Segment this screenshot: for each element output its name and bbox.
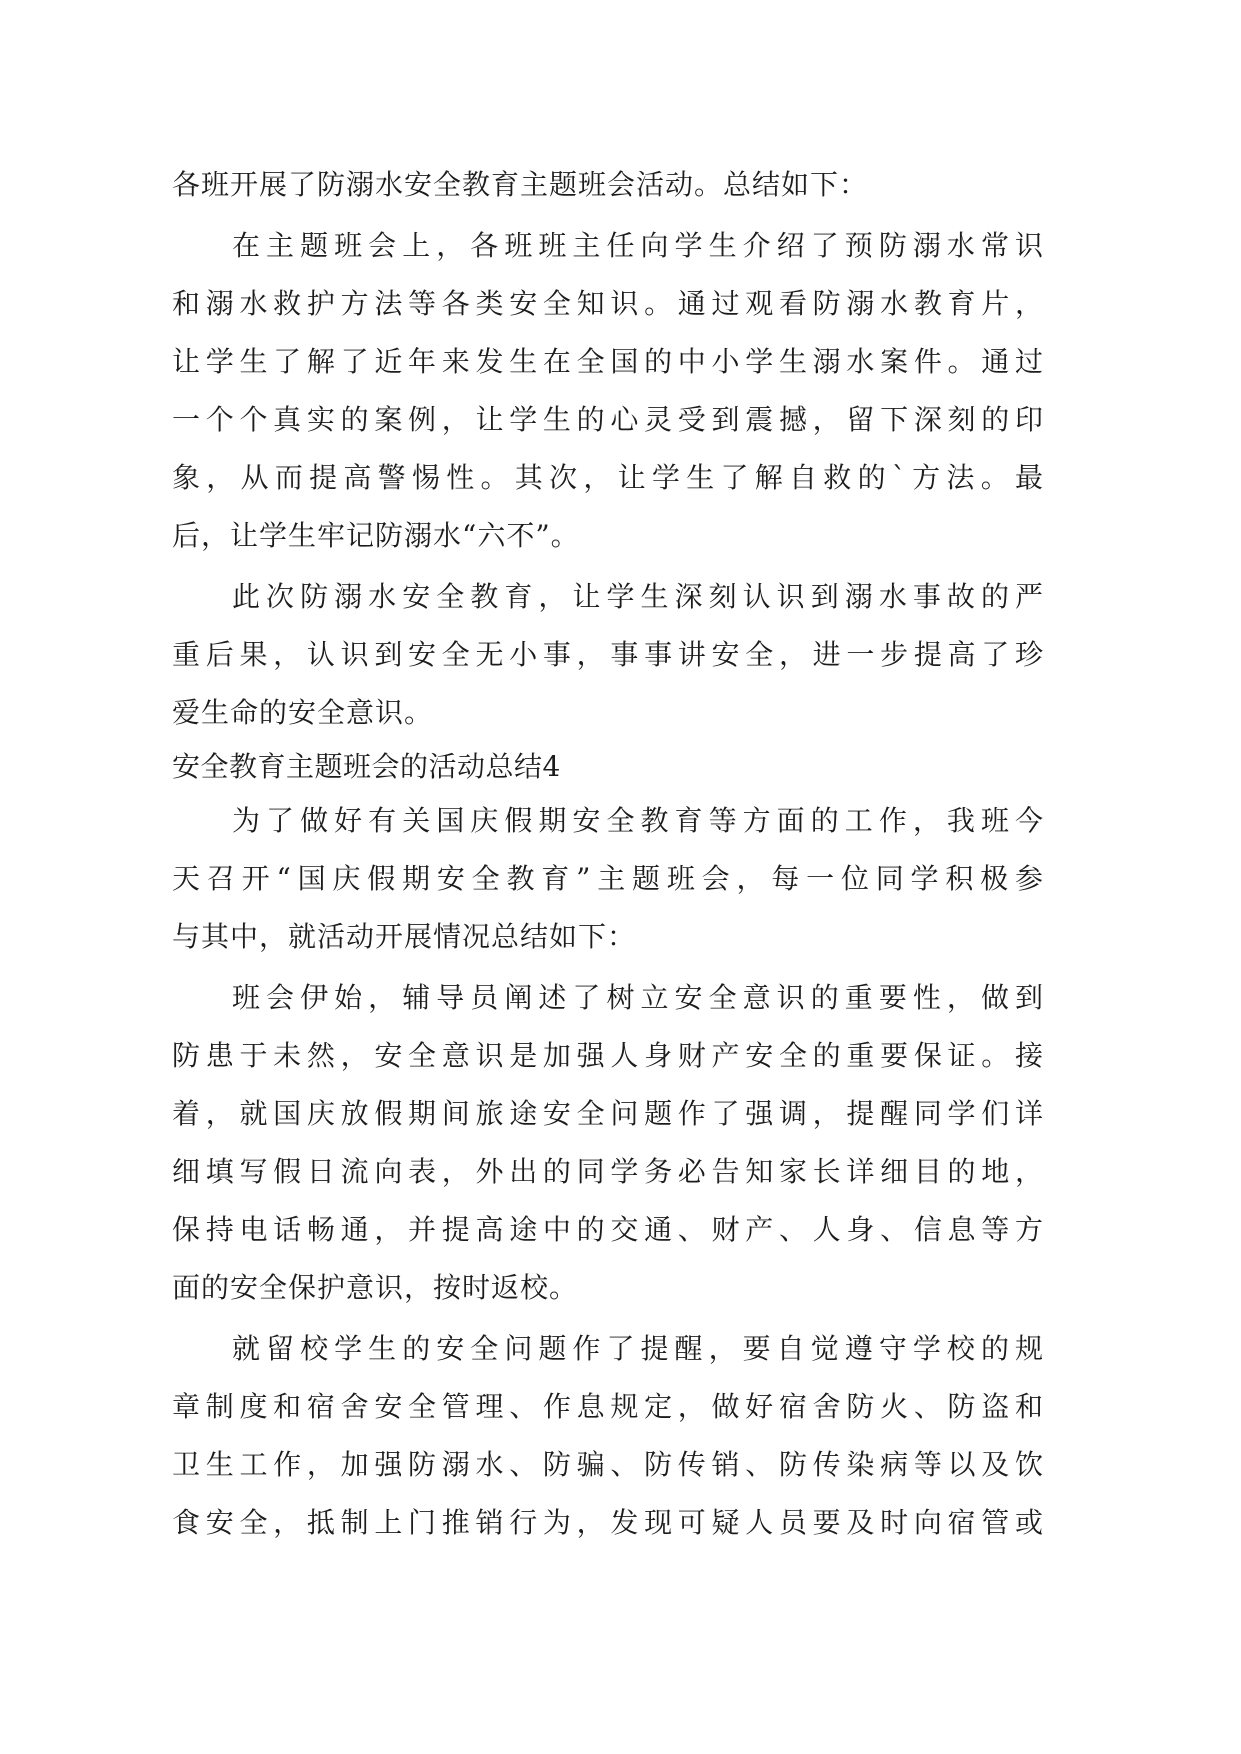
paragraph — [172, 217, 1044, 565]
paragraph-line: 章制度和宿舍安全管理、作息规定，做好宿舍防火、防盗和 — [172, 1390, 1044, 1423]
paragraph — [172, 1320, 1044, 1552]
paragraph-line: 班会伊始，辅导员阐述了树立安全意识的重要性，做到 — [232, 981, 1044, 1014]
document-page — [172, 156, 1044, 1552]
paragraph-line: 在主题班会上，各班班主任向学生介绍了预防溺水常识 — [232, 229, 1044, 262]
paragraph-line: 保持电话畅通，并提高途中的交通、财产、人身、信息等方 — [172, 1213, 1044, 1246]
paragraph-line: 重后果，认识到安全无小事，事事讲安全，进一步提高了珍 — [172, 638, 1044, 671]
paragraph-line: 后，让学生牢记防溺水“六不”。 — [172, 519, 580, 552]
paragraph-line: 此次防溺水安全教育，让学生深刻认识到溺水事故的严 — [232, 580, 1044, 613]
paragraph — [172, 969, 1044, 1317]
paragraph-line: 着，就国庆放假期间旅途安全问题作了强调，提醒同学们详 — [172, 1097, 1044, 1130]
paragraph-line: 食安全，抵制上门推销行为，发现可疑人员要及时向宿管或 — [172, 1506, 1044, 1539]
paragraph — [172, 568, 1044, 742]
paragraph-line: 让学生了解了近年来发生在全国的中小学生溺水案件。通过 — [172, 345, 1044, 378]
paragraph-line: 一个个真实的案例，让学生的心灵受到震撼，留下深刻的印 — [172, 403, 1044, 436]
paragraph-line: 卫生工作，加强防溺水、防骗、防传销、防传染病等以及饮 — [172, 1448, 1044, 1481]
section-heading: 安全教育主题班会的活动总结4 — [172, 750, 561, 783]
paragraph-line: 细填写假日流向表，外出的同学务必告知家长详细目的地， — [172, 1155, 1044, 1188]
paragraph-line: 爱生命的安全意识。 — [172, 696, 434, 729]
paragraph-line: 和溺水救护方法等各类安全知识。通过观看防溺水教育片， — [172, 287, 1044, 320]
paragraph-line: 与其中，就活动开展情况总结如下： — [172, 920, 637, 953]
paragraph-line: 面的安全保护意识，按时返校。 — [172, 1271, 579, 1304]
paragraph-line: 象，从而提高警惕性。其次，让学生了解自救的`方法。最 — [172, 461, 1044, 494]
paragraph-line: 防患于未然，安全意识是加强人身财产安全的重要保证。接 — [172, 1039, 1044, 1072]
paragraph-line: 就留校学生的安全问题作了提醒，要自觉遵守学校的规 — [232, 1332, 1044, 1365]
paragraph-line: 为了做好有关国庆假期安全教育等方面的工作，我班今 — [232, 804, 1044, 837]
paragraph-line: 各班开展了防溺水安全教育主题班会活动。总结如下： — [172, 168, 869, 201]
paragraph-line: 天召开“国庆假期安全教育”主题班会，每一位同学积极参 — [172, 862, 1044, 895]
paragraph — [172, 156, 1044, 214]
paragraph — [172, 792, 1044, 966]
